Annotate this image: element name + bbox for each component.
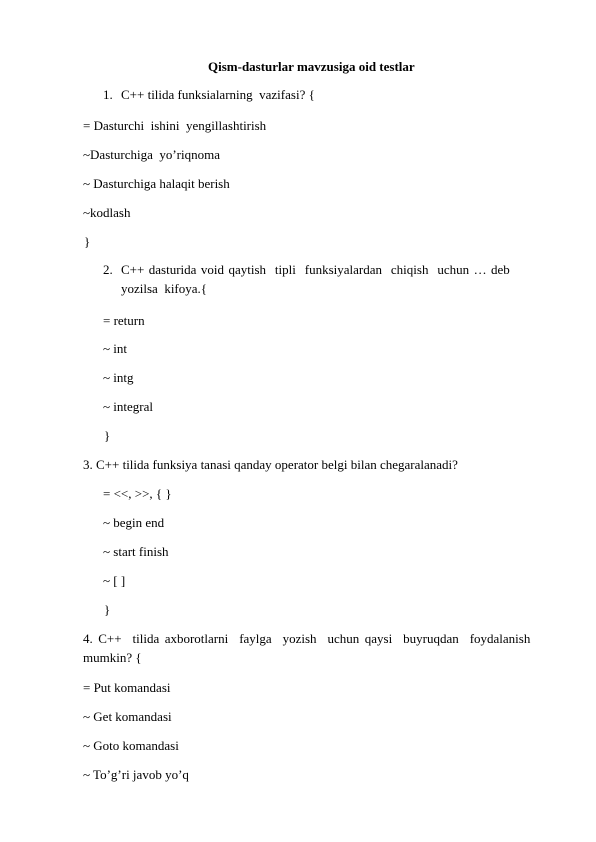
question-3-option-2: ~ begin end — [103, 515, 165, 530]
question-3-option-3: ~ start finish — [103, 544, 169, 559]
question-2-option-4: ~ integral — [103, 399, 153, 414]
question-2-close-brace: } — [104, 428, 111, 443]
question-3-option-1: = <<, >>, { } — [103, 486, 172, 501]
question-1-close-brace: } — [84, 234, 91, 249]
question-3-text: 3. C++ tilida funksiya tanasi qanday operator belgi bilan chegaralanadi? — [83, 457, 458, 472]
question-3-close-brace: } — [104, 602, 111, 617]
question-1-option-2: ~Dasturchiga yo’riqnoma — [83, 147, 220, 162]
question-4-option-4: ~ To’g’ri javob yo’q — [83, 767, 189, 782]
question-2-text-line-2: yozilsa kifoya.{ — [121, 281, 208, 296]
question-4-option-2: ~ Get komandasi — [83, 709, 172, 724]
question-3-option-4: ~ [ ] — [103, 573, 126, 588]
question-1-option-3: ~ Dasturchiga halaqit berish — [83, 176, 230, 191]
question-2-option-1: = return — [103, 313, 145, 328]
question-2-option-3: ~ intg — [103, 370, 134, 385]
question-2-number: 2. — [103, 262, 113, 277]
question-2-option-2: ~ int — [103, 341, 128, 356]
question-4-option-1: = Put komandasi — [83, 680, 171, 695]
question-2-text-line-1: C++ dasturida void qaytish tipli funksiyalardan chiqish uchun … deb — [121, 262, 510, 277]
question-4-text-line-2: mumkin? { — [83, 650, 142, 665]
question-1-option-1: = Dasturchi ishini yengillashtirish — [83, 118, 267, 133]
question-1-text: C++ tilida funksialarning vazifasi? { — [121, 87, 315, 102]
question-4-option-3: ~ Goto komandasi — [83, 738, 179, 753]
question-1-option-4: ~kodlash — [83, 205, 131, 220]
question-4-text-line-1: 4. C++ tilida axborotlarni faylga yozish uchun qaysi buyruqdan foydalanish — [83, 631, 531, 646]
document-title: Qism-dasturlar mavzusiga oid testlar — [208, 59, 415, 74]
question-1-number: 1. — [103, 87, 113, 102]
